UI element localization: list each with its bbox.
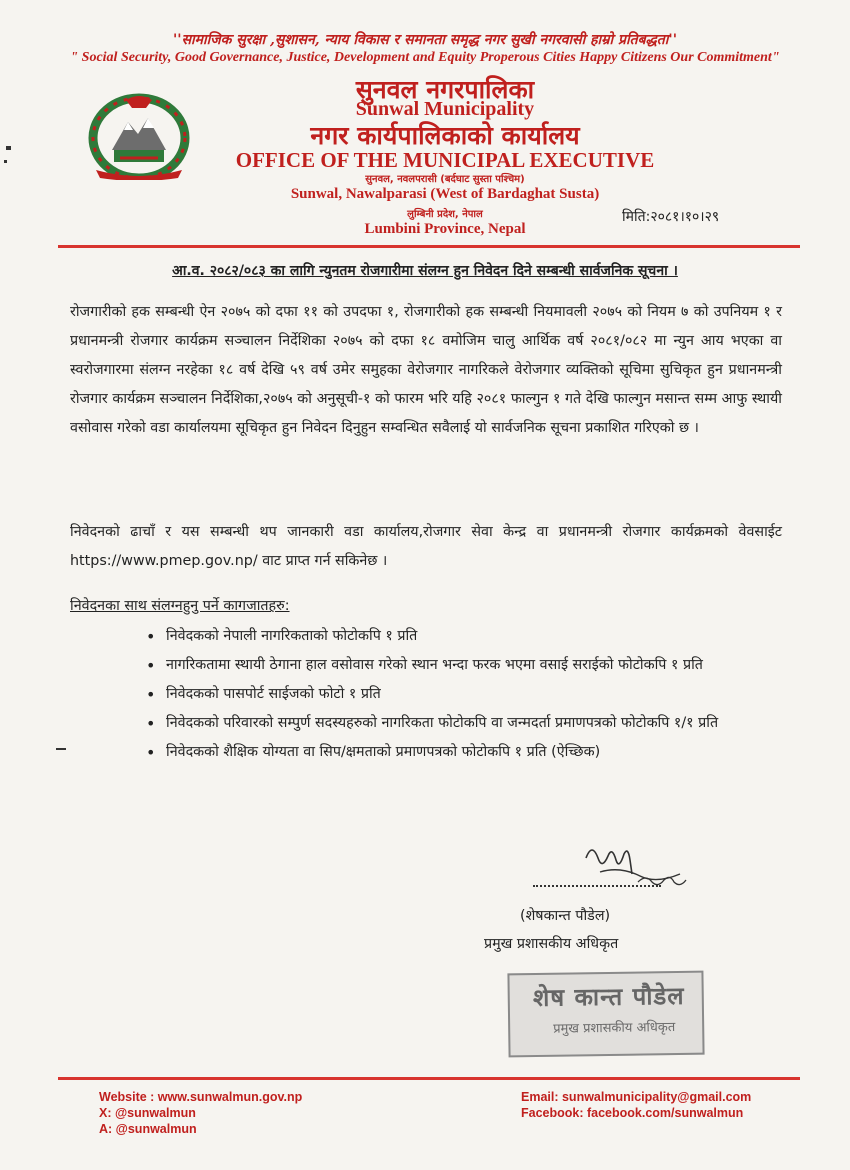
address-nepali: सुनवल, नवलपरासी (बर्दघाट सुस्ता पश्चिम): [365, 174, 525, 185]
scan-mark: [6, 146, 11, 150]
documents-heading: निवेदनका साथ संलग्नहुनु पर्ने कागजातहरु:: [70, 598, 290, 614]
footer-a-handle: A: @sunwalmun: [99, 1122, 197, 1136]
stamp-name: शेष कान्त पौडेल: [532, 981, 685, 1013]
footer-x-handle: X: @sunwalmun: [99, 1106, 196, 1120]
signature-line: [533, 885, 661, 887]
footer-website: Website : www.sunwalmun.gov.np: [99, 1090, 303, 1104]
scan-mark: [4, 160, 7, 163]
officer-title: प्रमुख प्रशासकीय अधिकृत: [484, 936, 619, 952]
list-item: • निवेदकको परिवारको सम्पुर्ण सदस्यहरुको नागरिकता फोटोकपि वा जन्मदर्ता प्रमाणपत्रको फोटोकपि १/१ प्रति: [140, 709, 780, 738]
stamp-title: प्रमुख प्रशासकीय अधिकृत: [553, 1020, 676, 1037]
list-item: • नागरिकतामा स्थायी ठेगाना हाल वसोवास गरेको स्थान भन्दा फरक भएमा वसाई सराईको फोटोकपि १ प्रति: [140, 651, 780, 680]
footer-divider: [58, 1077, 800, 1080]
scan-mark: [56, 748, 66, 750]
notice-title: आ.व. २०८२/०८३ का लागि न्युनतम रोजगारीमा संलग्न हुन निवेदन दिने सम्बन्धी सार्वजनिक सूचना ।: [172, 263, 678, 279]
notice-date: मिति:२०८१।१०।२९: [622, 209, 720, 225]
address-english: Sunwal, Nawalparasi (West of Bardaghat Susta): [290, 186, 600, 202]
slogan-english: " Social Security, Good Governance, Justice, Development and Equity Properous Cities Happy Citizens Our Commitment": [70, 50, 780, 65]
office-name-nepali: नगर कार्यपालिकाको कार्यालय: [310, 121, 580, 150]
footer-facebook: Facebook: facebook.com/sunwalmun: [521, 1106, 744, 1120]
footer-email: Email: sunwalmunicipality@gmail.com: [521, 1090, 752, 1104]
slogan-nepali: ''सामाजिक सुरक्षा ,सुशासन, न्याय विकास र समानता समृद्ध नगर सुखी नगरवासी हाम्रो प्रतिबद्धता'': [173, 32, 677, 48]
list-item: • निवेदकको नेपाली नागरिकताको फोटोकपि १ प्रति: [140, 622, 780, 651]
signature-icon: [580, 838, 700, 900]
header-divider: [58, 245, 800, 248]
municipality-name-nepali: सुनवल नगरपालिका: [355, 75, 535, 104]
notice-paragraph-2: निवेदनको ढाचाँ र यस सम्बन्धी थप जानकारी वडा कार्यालय,रोजगार सेवा केन्द्र वा प्रधानमन्त्री रोजगार कार्यक्रमको वेवसाईट https://www.pmep.gov.np/ वाट प्राप्त गर्न सकिनेछ ।: [70, 524, 782, 569]
list-item: • निवेदकको शैक्षिक योग्यता वा सिप/क्षमताको प्रमाणपत्रको फोटोकपि १ प्रति (ऐच्छिक): [140, 738, 780, 767]
officer-name: (शेषकान्त पौडेल): [520, 908, 611, 924]
province-nepali: लुम्बिनी प्रदेश, नेपाल: [407, 209, 483, 220]
province-english: Lumbini Province, Nepal: [364, 221, 526, 237]
notice-paragraph-1: रोजगारीको हक सम्बन्धी ऐन २०७५ को दफा ११ को उपदफा १, रोजगारीको हक सम्बन्धी नियमावली २०७५ को नियम ७ को उपनियम १ र प्रधानमन्त्री रोजगार कार्यक्रम सञ्चालन निर्देशिका २०७५ को दफा १८ वमोजिम चालु आर्थिक वर्ष २०८१/०८२ मा न्युन आय भएका वा स्वरोजगारमा संलग्न नरहेका १८ वर्ष देखि ५९ वर्ष उमेर समुहका वेरोजगार नागरिकले वेरोजगार व्यक्तिको सूचिमा सुचिकृत हुन प्रधानमन्त्री रोजगार कार्यक्रम सञ्चालन निर्देशिका,२०७५ को अनुसूची-१ को फारम भरि यहि २०८१ फाल्गुन १ गते देखि फाल्गुन मसान्त सम्म आफु स्थायी वसोवास गरेको वडा कार्यालयमा सूचिकृत हुन निवेदन दिनुहुन सम्वन्धित सवैलाई यो सार्वजनिक सूचना प्रकाशित गरिएको छ ।: [70, 304, 782, 436]
documents-list: [140, 622, 780, 767]
municipality-name-english: Sunwal Municipality: [355, 98, 535, 120]
office-name-english: OFFICE OF THE MUNICIPAL EXECUTIVE: [235, 148, 655, 172]
official-stamp: [507, 971, 704, 1058]
list-item: • निवेदकको पासपोर्ट साईजको फोटो १ प्रति: [140, 680, 780, 709]
